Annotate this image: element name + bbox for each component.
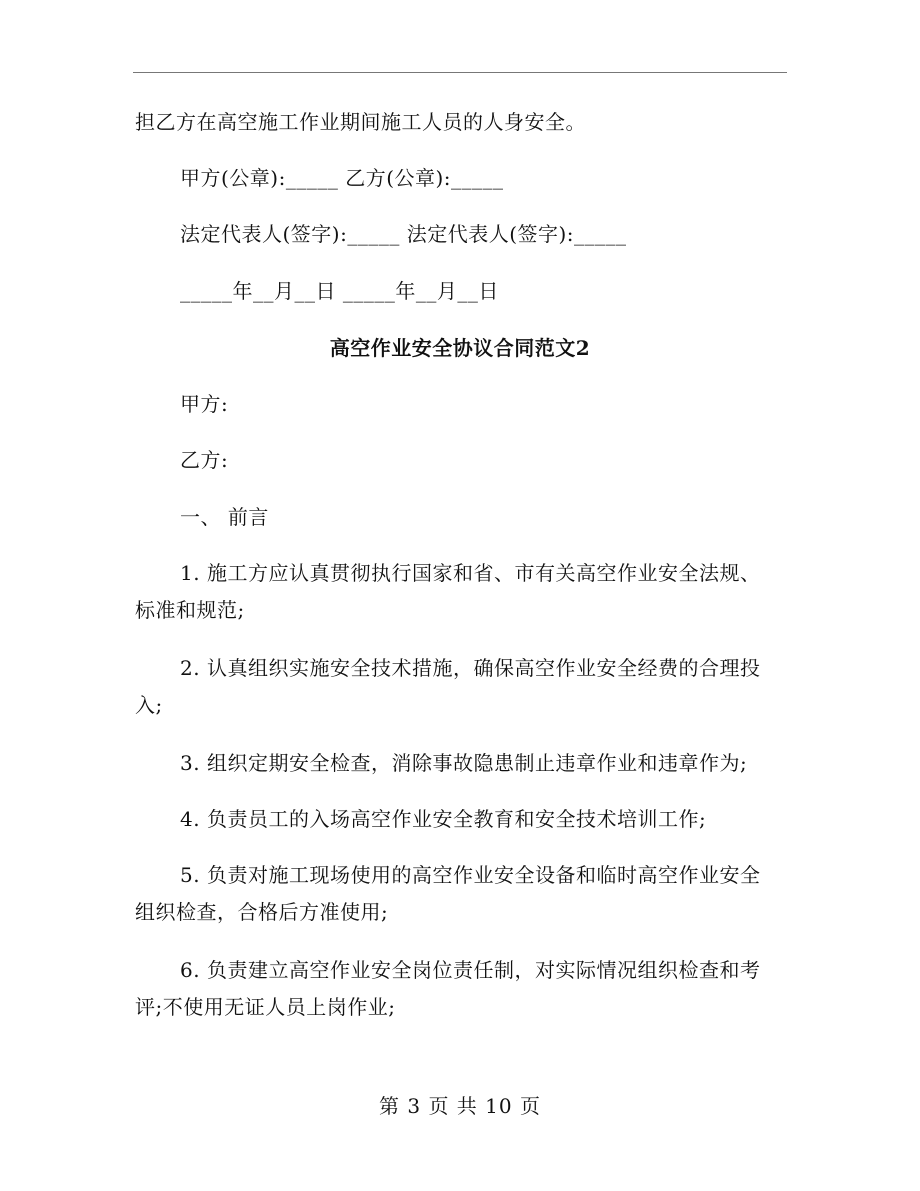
list-item-line: 评;不使用无证人员上岗作业; [135, 995, 396, 1019]
section-title: 高空作业安全协议合同范文2 [329, 336, 591, 360]
signature-line-seal: 甲方(公章):_____ 乙方(公章):_____ [180, 166, 504, 190]
page-footer: 第 3 页 共 10 页 [379, 1094, 541, 1118]
party-b-label: 乙方: [180, 448, 229, 472]
list-item-line: 5. 负责对施工现场使用的高空作业安全设备和临时高空作业安全 [180, 863, 761, 887]
party-a-label: 甲方: [180, 392, 229, 416]
header-rule [133, 72, 787, 73]
list-item-line: 4. 负责员工的入场高空作业安全教育和安全技术培训工作; [180, 807, 707, 831]
preface-heading: 一、 前言 [180, 505, 269, 529]
list-item-line: 1. 施工方应认真贯彻执行国家和省、市有关高空作业安全法规、 [180, 561, 761, 585]
date-line: _____年__月__日 _____年__月__日 [180, 279, 499, 303]
list-item-line: 入; [135, 693, 163, 717]
list-item-line: 组织检查，合格后方准使用; [135, 900, 389, 924]
list-item-line: 2. 认真组织实施安全技术措施，确保高空作业安全经费的合理投 [180, 656, 761, 680]
signature-line-representative: 法定代表人(签字):_____ 法定代表人(签字):_____ [180, 222, 627, 246]
list-item-line: 6. 负责建立高空作业安全岗位责任制，对实际情况组织检查和考 [180, 958, 761, 982]
list-item-line: 标准和规范; [135, 598, 245, 622]
text-line: 担乙方在高空施工作业期间施工人员的人身安全。 [135, 110, 586, 134]
list-item-line: 3. 组织定期安全检查，消除事故隐患制止违章作业和违章作为; [180, 751, 748, 775]
